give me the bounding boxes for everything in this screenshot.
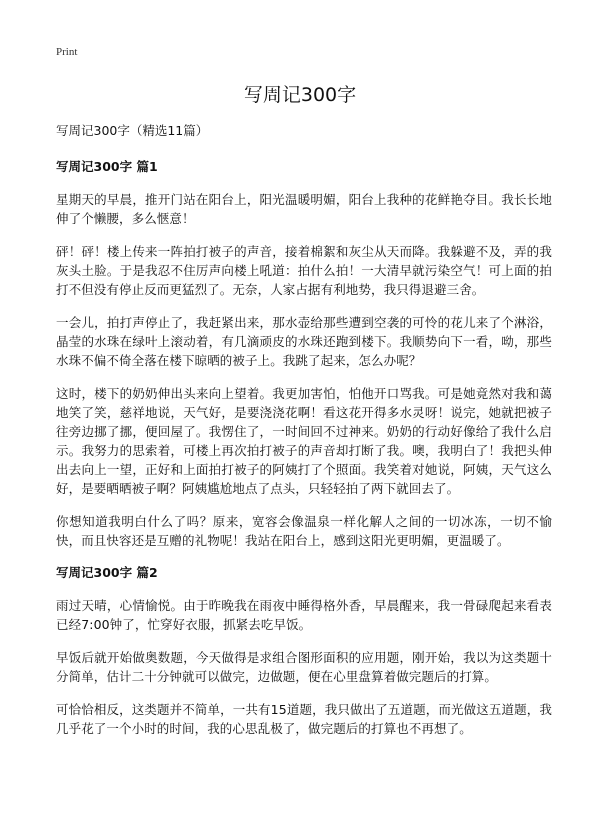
paragraph: 雨过天晴，心情愉悦。由于昨晚我在雨夜中睡得格外香，早晨醒来，我一骨碌爬起来看表已经7:00钟了，忙穿好衣服，抓紧去吃早饭。 [56, 598, 552, 632]
document-body [56, 122, 552, 752]
document-title: 写周记300字 [243, 84, 357, 106]
paragraph: 你想知道我明白什么了吗？原来，宽容会像温泉一样化解人之间的一切冰冻，一切不愉快，而且快容还是互赠的礼物呢！我站在阳台上，感到这阳光更明媚，更温暖了。 [56, 514, 552, 548]
paragraph: 一会儿，拍打声停止了，我赶紧出来，那水壶给那些遭到空袭的可怜的花儿来了个淋浴，晶莹的水珠在绿叶上滚动着，有几滴顽皮的水珠还跑到楼下。我顺势向下一看，呦，那些水珠不偏不倚全落在楼下晾晒的被子上。我跳了起来，怎么办呢？ [56, 315, 552, 368]
document-subtitle: 写周记300字（精选11篇） [56, 123, 209, 138]
section-heading-1: 写周记300字 篇1 [56, 159, 158, 174]
section-heading-2: 写周记300字 篇2 [56, 565, 158, 580]
paragraph: 砰！砰！楼上传来一阵拍打被子的声音，接着棉絮和灰尘从天而降。我躲避不及，弄的我灰头土脸。于是我忍不住厉声向楼上吼道：拍什么拍！一大清早就污染空气！可上面的拍打不但没有停止反而更猛烈了。无奈，人家占据有利地势，我只得退避三舍。 [56, 244, 552, 297]
paragraph: 可恰恰相反，这类题并不简单，一共有15道题，我只做出了五道题，而光做这五道题，我几乎花了一个小时的时间，我的心思乱极了，做完题后的打算也不再想了。 [56, 702, 552, 736]
paragraph: 早饭后就开始做奥数题，今天做得是求组合图形面积的应用题，刚开始，我以为这类题十分简单，估计二十分钟就可以做完，边做题，便在心里盘算着做完题后的打算。 [56, 650, 552, 684]
paragraph: 这时，楼下的奶奶伸出头来向上望着。我更加害怕，怕他开口骂我。可是她竟然对我和蔼地笑了笑，慈祥地说，天气好，是要浇浇花啊！看这花开得多水灵呀！说完，她就把被子往旁边挪了挪，便回屋了。我愣住了，一时间回不过神来。奶奶的行动好像给了我什么启示。我努力的思索着，可楼上再次拍打被子的声音却打断了我。噢，我明白了！我把头伸出去向上一望，正好和上面拍打被子的阿姨打了个照面。我笑着对她说，阿姨，天气这么好，是要晒晒被子啊？阿姨尴尬地点了点头，只轻轻拍了两下就回去了。 [56, 386, 552, 496]
paragraph: 星期天的早晨，推开门站在阳台上，阳光温暖明媚，阳台上我种的花鲜艳夺目。我长长地伸了个懒腰，多么惬意！ [56, 192, 552, 226]
print-link[interactable]: Print [56, 46, 78, 58]
